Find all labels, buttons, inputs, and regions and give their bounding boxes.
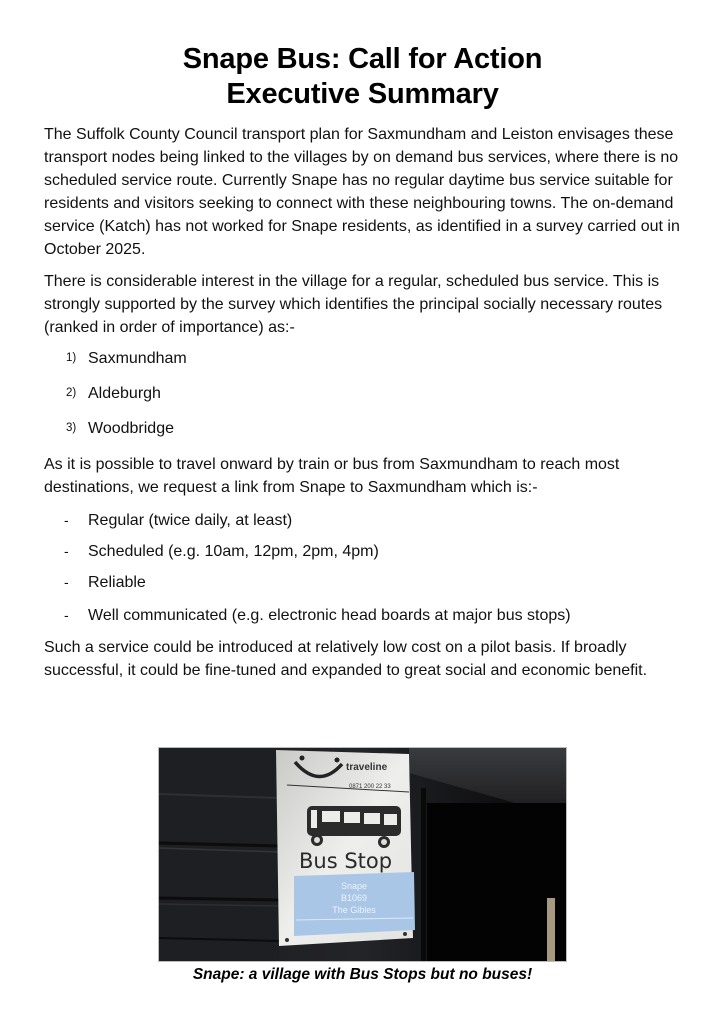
paragraph-interest: There is considerable interest in the village for a regular, scheduled bus service. This is strongly supported by the survey which identifies the principal socially necessary routes (ranked in order of importance) as:- (44, 273, 663, 336)
list-item (44, 571, 684, 594)
svg-text:traveline: traveline (346, 762, 388, 773)
paragraph-intro: The Suffolk County Council transport plan for Saxmundham and Leiston envisages these transport nodes being linked to the villages by on demand bus services, where there is no scheduled service route. Currently Snape has no regular daytime bus service suitable for residents and visitors seeking to connect with these neighbouring towns. The on-demand service (Katch) has not worked for Snape residents, as identified in a survey carried out in October 2025. (44, 126, 680, 258)
requirement-label: Scheduled (e.g. 10am, 12pm, 2pm, 4pm) (88, 543, 379, 560)
svg-text:0871 200 22 33: 0871 200 22 33 (349, 784, 391, 790)
bus-stop-photo (158, 747, 567, 962)
list-item (44, 382, 684, 405)
requirement-label: Regular (twice daily, at least) (88, 512, 293, 529)
route-label: Saxmundham (88, 350, 187, 367)
requirements-list (44, 509, 684, 627)
bus-stop-photo-illustration (159, 748, 567, 962)
list-item (44, 347, 684, 370)
list-marker: - (64, 574, 69, 590)
list-item (44, 540, 684, 563)
list-marker: 1) (66, 352, 77, 364)
route-label: Woodbridge (88, 420, 174, 437)
list-marker: - (64, 512, 69, 528)
paragraph-conclusion: Such a service could be introduced at relatively low cost on a pilot basis. If broadly successful, it could be fine-tuned and expanded to great social and economic benefit. (44, 639, 648, 679)
ranked-routes-list (44, 347, 684, 440)
route-label: Aldeburgh (88, 385, 161, 402)
requirement-label: Well communicated (e.g. electronic head boards at major bus stops) (88, 607, 571, 624)
list-marker: 2) (66, 387, 77, 399)
bus-stop-sign (276, 750, 415, 946)
document-title: Snape Bus: Call for Action (182, 43, 543, 75)
paragraph-request: As it is possible to travel onward by train or bus from Saxmundham to reach most destinations, we request a link from Snape to Saxmundham which is:- (44, 456, 620, 496)
photo-caption: Snape: a village with Bus Stops but no buses! (192, 966, 533, 983)
list-item (44, 604, 684, 627)
requirement-label: Reliable (88, 574, 146, 591)
list-marker: - (64, 607, 69, 623)
svg-text:Snape: Snape (340, 881, 368, 891)
list-marker: - (64, 543, 69, 559)
list-marker: 3) (66, 422, 77, 434)
svg-text:B1069: B1069 (340, 893, 368, 903)
sign-title: Bus Stop (299, 849, 393, 873)
list-item (44, 509, 684, 532)
document-subtitle: Executive Summary (226, 78, 499, 110)
list-item (44, 417, 684, 440)
svg-text:The Gibles: The Gibles (332, 905, 376, 915)
